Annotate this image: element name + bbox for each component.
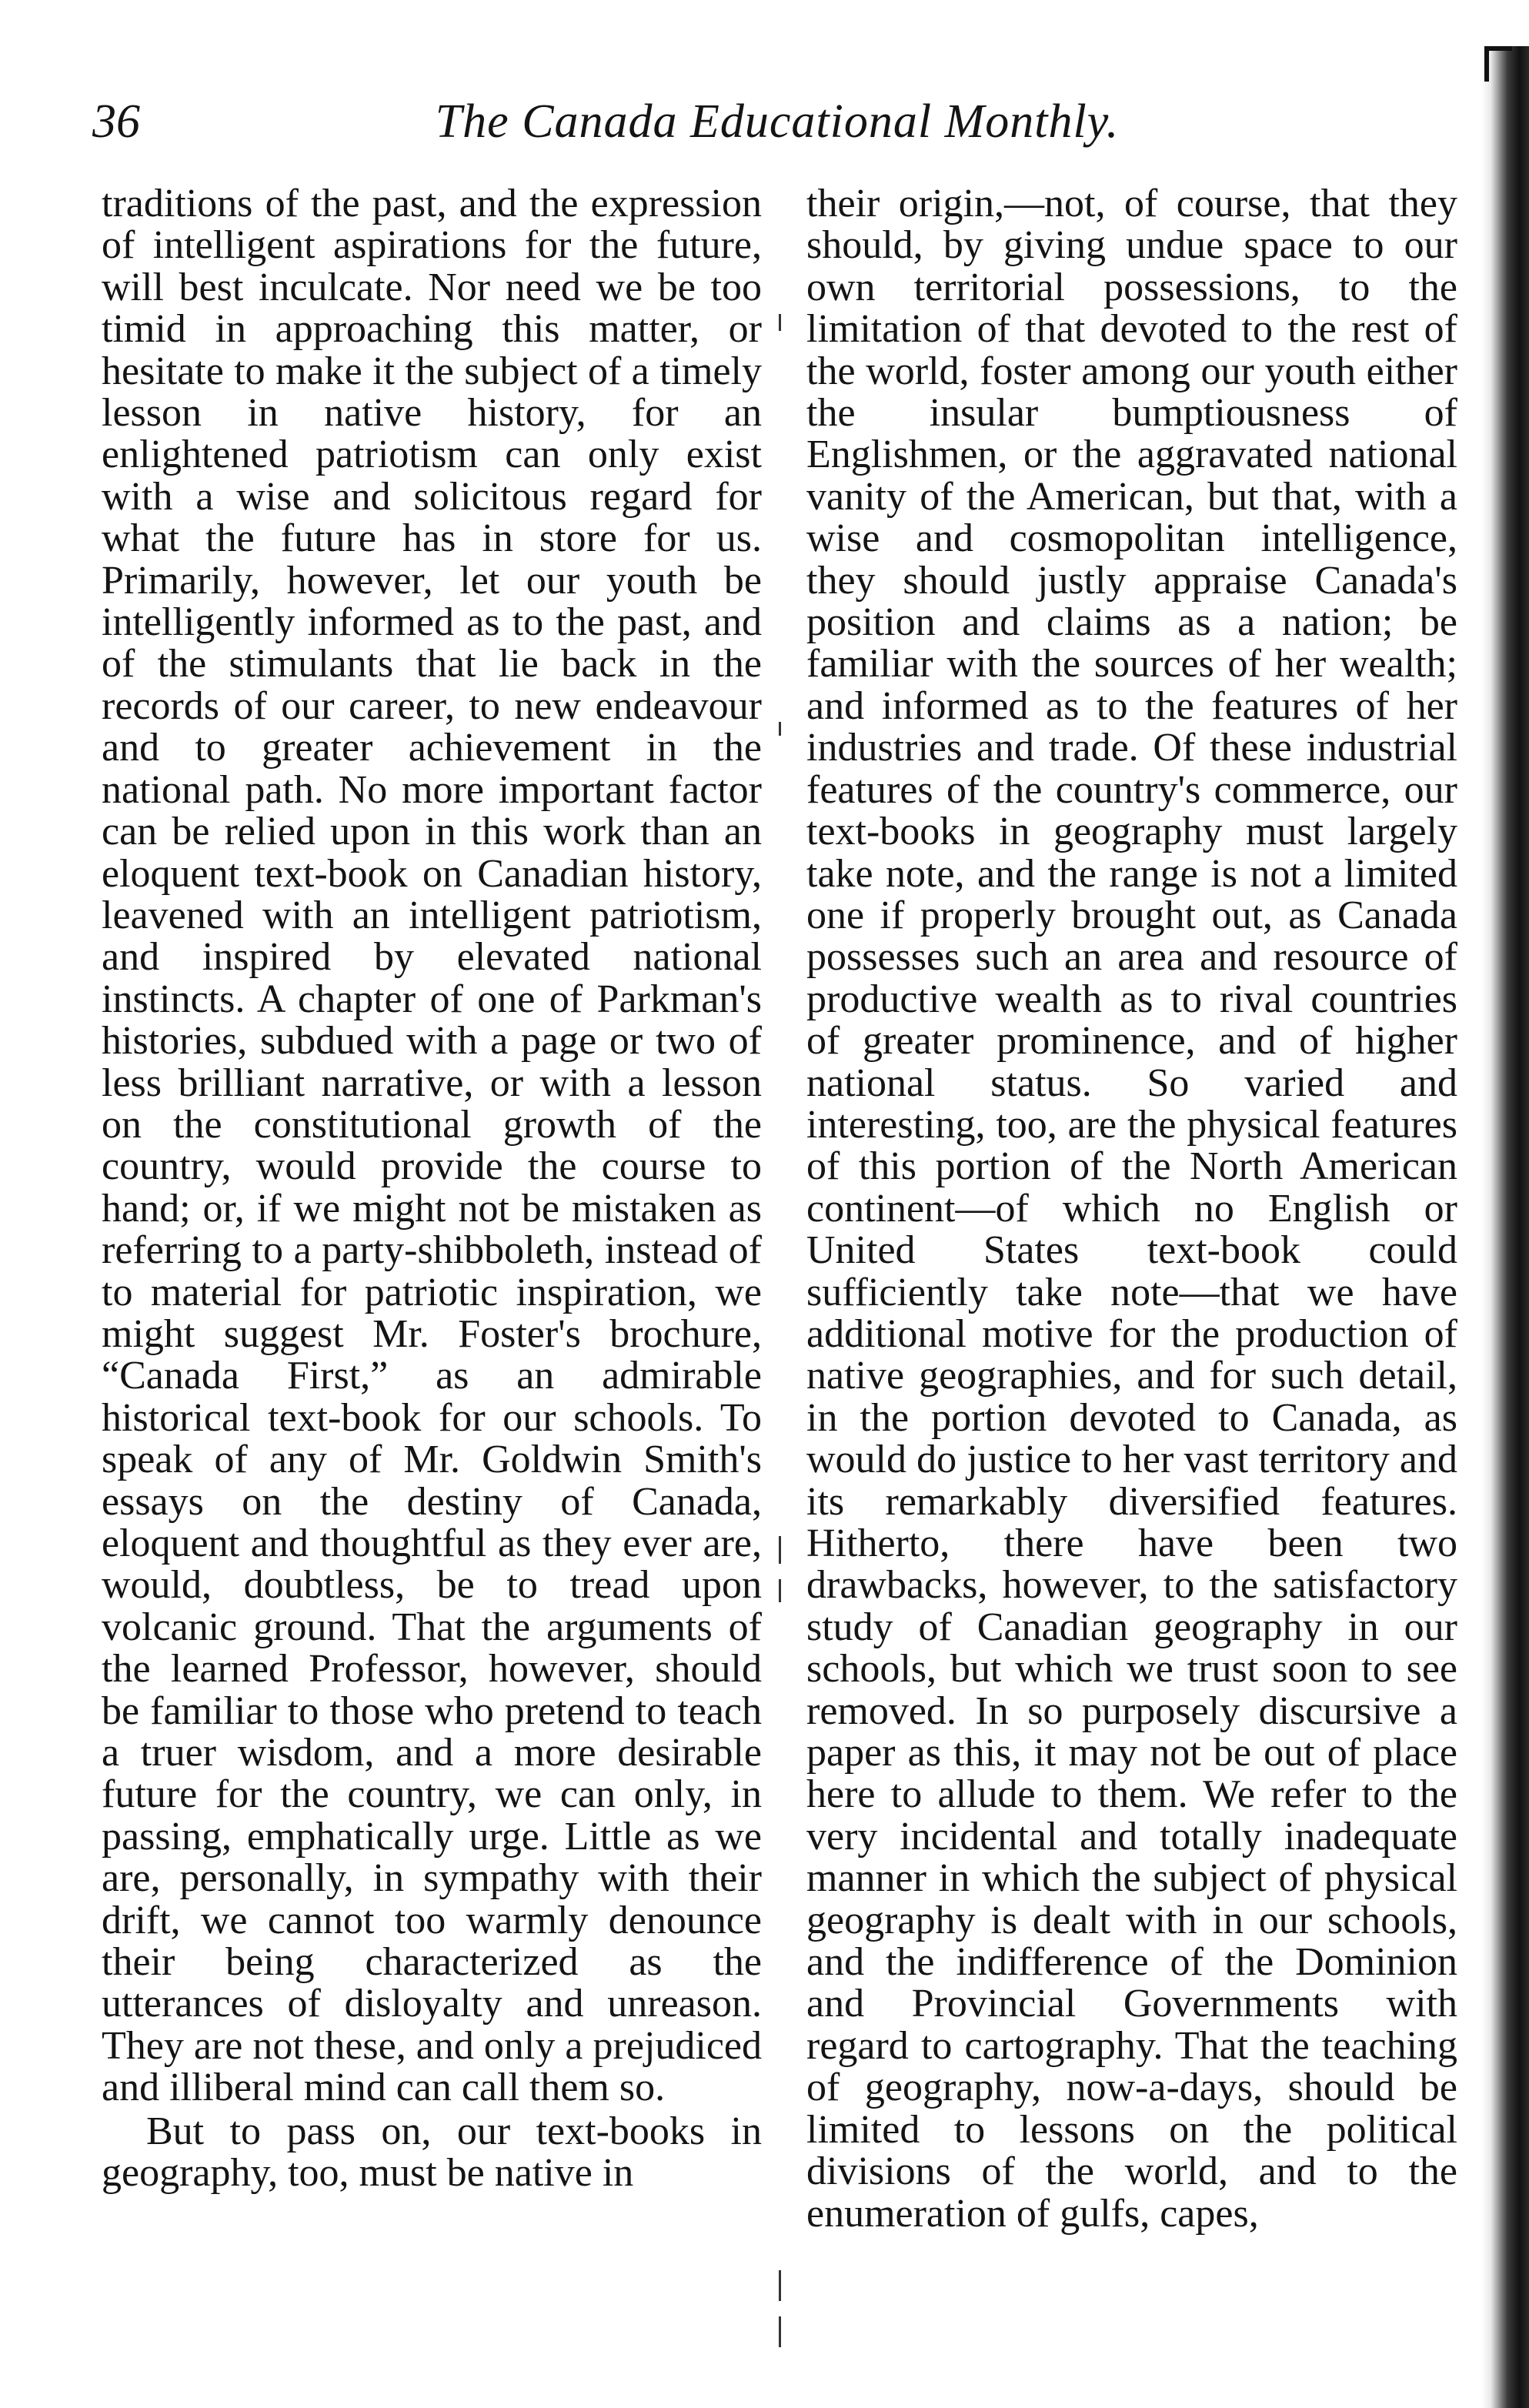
left-column [102,183,762,2195]
right-column [806,183,1457,2235]
left-paragraph-1: traditions of the past, and the expression of intelligent aspirations for the future, will best inculcate. Nor need we be too timid in approaching this matter, or hesitate to make it the subject of a timely lesson in native history, for an enlightened patriotism can only exist with a wise and solicitous regard for what the future has in store for us. Primarily, however, let our youth be intelligently informed as to the past, and of the stimulants that lie back in the records of our career, to new endeavour and to greater achievement in the national path. No more important factor can be relied upon in this work than an eloquent text-book on Canadian history, leavened with an intelligent patriotism, and inspired by elevated national instincts. A chapter of one of Parkman's histories, subdued with a page or two of less brilliant narrative, or with a lesson on the constitutional growth of the country, would provide the course to hand; or, if we might not be mistaken as referring to a party-shibboleth, instead of to material for patriotic inspiration, we might suggest Mr. Foster's brochure, “Canada First,” as an admirable historical text-book for our schools. To speak of any of Mr. Goldwin Smith's essays on the destiny of Canada, eloquent and thoughtful as they ever are, would, doubtless, be to tread upon volcanic ground. That the arguments of the learned Professor, however, should be familiar to those who pretend to teach a truer wisdom, and a more desirable future for the country, we can only, in passing, emphatically urge. Little as we are, personally, in sympathy with their drift, we cannot too warmly denounce their being characterized as the utterances of disloyalty and unreason. They are not these, and only a prejudiced and illiberal mind can call them so. [102,182,762,2110]
page-header [92,91,1462,152]
right-paragraph-1: their origin,—not, of course, that they should, by giving undue space to our own territorial possessions, to the limitation of that devoted to the rest of the world, foster among our youth either the insular bumptiousness of Englishmen, or the aggravated national vanity of the American, but that, with a wise and cosmopolitan intelligence, they should justly appraise Canada's position and claims as a nation; be familiar with the sources of her wealth; and informed as to the features of her industries and trade. Of these industrial features of the country's commerce, our text-books in geography must largely take note, and the range is not a limited one if properly brought out, as Canada possesses such an area and resource of productive wealth as to rival countries of greater prominence, and of higher national status. So varied and interesting, too, are the physical features of this portion of the North American continent—of which no English or United States text-book could sufficiently take note—that we have additional motive for the production of native geographies, and for such detail, in the portion devoted to Canada, as would do justice to her vast territory and its remarkably diversified features. Hitherto, there have been two drawbacks, however, to the satisfactory study of Canadian geography in our schools, but which we trust soon to see removed. In so purposely discursive a paper as this, it may not be out of place here to allude to them. We refer to the very incidental and totally inadequate manner in which the subject of physical geography is dealt with in our schools, and the indifference of the Dominion and Provincial Governments with regard to cartography. That the teaching of geography, now-a-days, should be limited to lessons on the political divisions of the world, and to the enumeration of gulfs, capes, [806,182,1457,2236]
gutter-mark [779,2316,781,2347]
page-edge-corner [1484,46,1512,82]
gutter-mark [779,314,781,331]
gutter-mark [779,722,781,736]
gutter-mark [779,2270,781,2301]
gutter-mark [779,1536,781,1564]
left-paragraph-2: But to pass on, our text-books in geography, too, must be native in [102,2109,762,2196]
gutter-mark [779,1579,781,1602]
page-number: 36 [92,95,140,148]
running-title: The Canada Educational Monthly. [435,95,1120,148]
page-edge-shadow [1481,46,1529,2408]
